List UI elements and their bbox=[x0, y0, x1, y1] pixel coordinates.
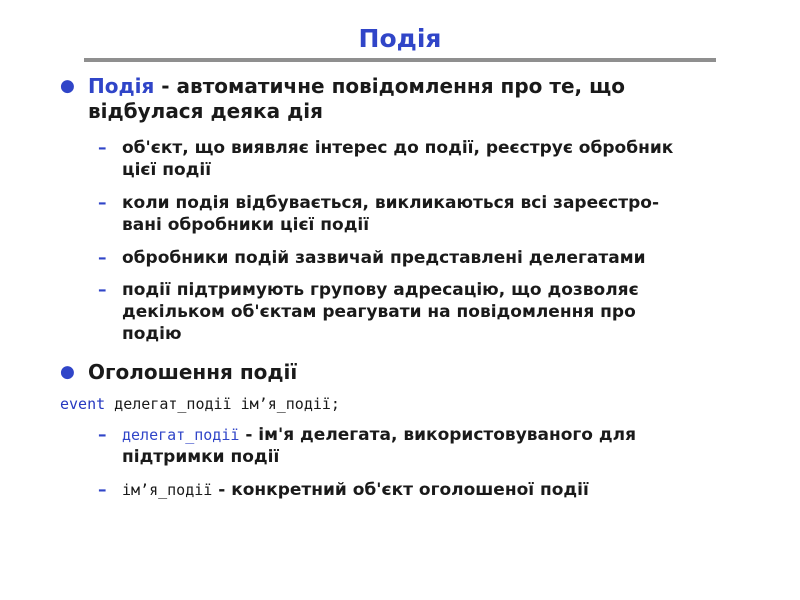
dash-icon: – bbox=[98, 280, 107, 300]
bullet-term: Подія bbox=[88, 74, 155, 98]
slide-title: Подія bbox=[358, 24, 442, 53]
code-rest: делегат_події ім’я_події; bbox=[105, 395, 340, 413]
decl-text-line2: підтримки події bbox=[122, 447, 280, 467]
dash-icon: – bbox=[98, 248, 107, 268]
sub-item-line1: події підтримують групову адресацію, що дозволяє bbox=[122, 280, 639, 300]
title-divider bbox=[84, 58, 716, 62]
dash-icon: – bbox=[98, 193, 107, 213]
bullet-dot-icon: ● bbox=[60, 76, 75, 96]
sub-item-line2: цієї події bbox=[122, 160, 212, 180]
decl-text-line1: - конкретний об'єкт оголошеної події bbox=[212, 480, 589, 500]
sub-item-line2: вані обробники цієї події bbox=[122, 215, 370, 235]
sub-item-line1: обробники подій зазвичай представлені делегатами bbox=[122, 248, 646, 268]
sub-item-line2: декільком об'єктам реагувати на повідомлення про bbox=[122, 302, 636, 322]
bullet-text-line2: відбулася деяка дія bbox=[88, 99, 323, 123]
sub-item-line3: подію bbox=[122, 324, 182, 344]
code-declaration bbox=[60, 395, 340, 413]
dash-icon: – bbox=[98, 138, 107, 158]
bullet-dot-icon: ● bbox=[60, 362, 75, 382]
dash-icon: – bbox=[98, 425, 107, 445]
code-keyword: event bbox=[60, 395, 106, 413]
sub-item-line1: об'єкт, що виявляє інтерес до події, реєструє обробник bbox=[122, 138, 674, 158]
dash-icon: – bbox=[98, 480, 107, 500]
sub-item-line1: коли подія відбувається, викликаються всі зареєстро- bbox=[122, 193, 660, 213]
decl-code: ім’я_події bbox=[122, 481, 213, 499]
bullet-text-line1: - автоматичне повідомлення про те, що bbox=[154, 74, 625, 98]
decl-code: делегат_події bbox=[122, 426, 240, 444]
decl-text-line1: - ім'я делегата, використовуваного для bbox=[239, 425, 637, 445]
bullet-text: Оголошення події bbox=[88, 360, 298, 384]
